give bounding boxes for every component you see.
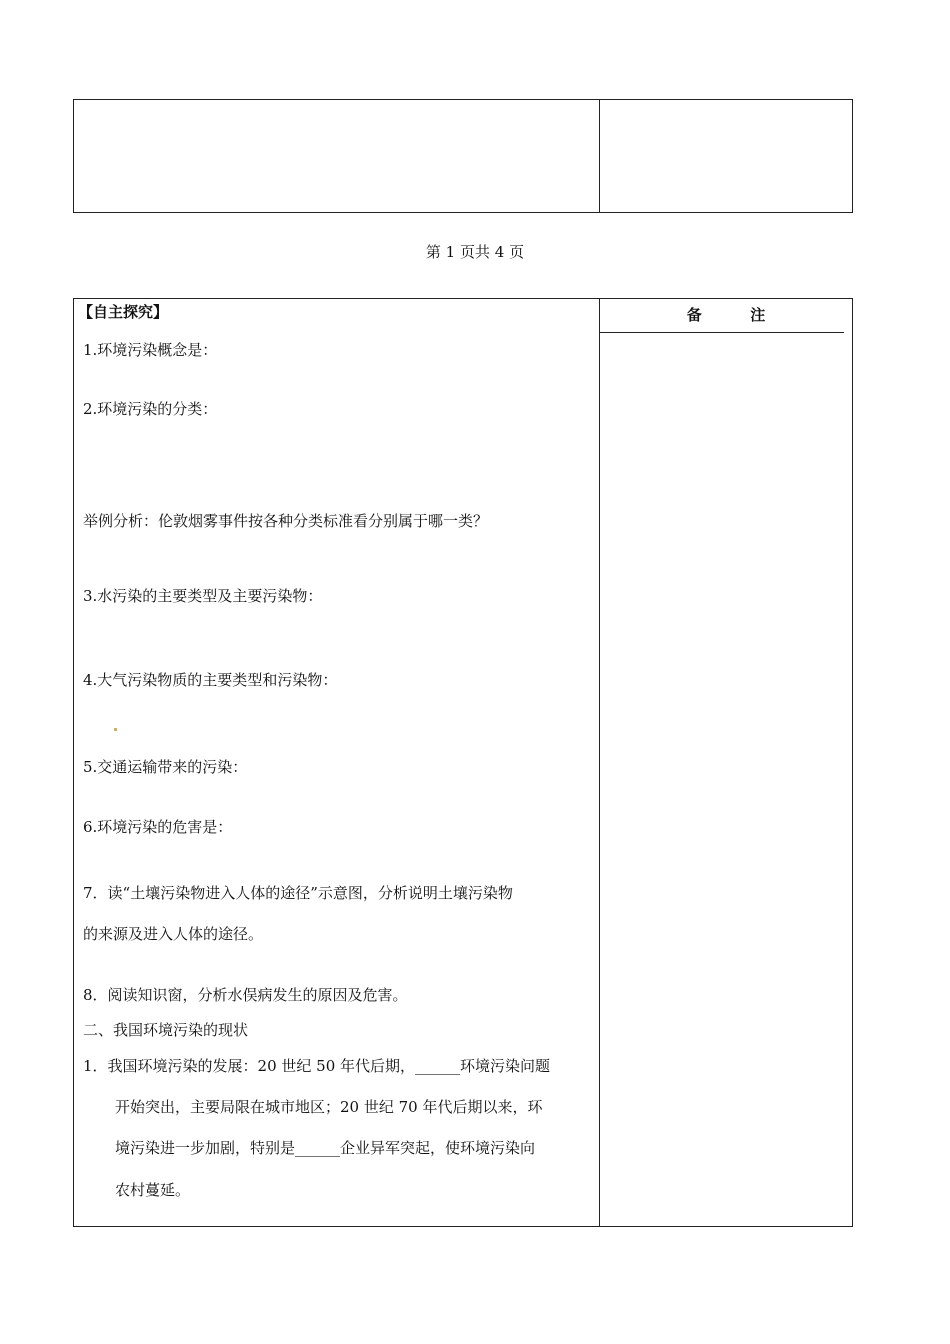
item-2-1-line-4: 农村蔓延。 bbox=[115, 1181, 191, 1199]
remark-header bbox=[600, 304, 852, 325]
item-6: 6.环境污染的危害是： bbox=[83, 818, 233, 836]
item-2-1-line-3: 境污染进一步加剧，特别是______企业异军突起，使环境污染向 bbox=[115, 1139, 536, 1157]
item-4: 4.大气污染物质的主要类型和污染物： bbox=[83, 671, 338, 689]
item-2: 2.环境污染的分类： bbox=[83, 400, 218, 418]
top-table bbox=[73, 99, 853, 213]
section-title: 【自主探究】 bbox=[78, 303, 169, 321]
page-number: 第 1 页共 4 页 bbox=[425, 243, 525, 261]
item-8: 8．阅读知识窗，分析水俣病发生的原因及危害。 bbox=[83, 986, 408, 1004]
item-1: 1.环境污染概念是： bbox=[83, 341, 218, 359]
item-7-line-2: 的来源及进入人体的途径。 bbox=[83, 925, 264, 943]
item-2-1-line-2: 开始突出，主要局限在城市地区；20 世纪 70 年代后期以来，环 bbox=[115, 1098, 543, 1116]
remark-underline bbox=[600, 332, 844, 333]
item-5: 5.交通运输带来的污染： bbox=[83, 758, 248, 776]
remark-char-2: 注 bbox=[750, 306, 766, 324]
main-table-divider bbox=[599, 298, 600, 1227]
item-example: 举例分析：伦敦烟雾事件按各种分类标准看分别属于哪一类？ bbox=[83, 512, 489, 530]
item-7-line-1: 7．读“土壤污染物进入人体的途径”示意图，分析说明土壤污染物 bbox=[83, 884, 513, 902]
section-2-title: 二、我国环境污染的现状 bbox=[83, 1021, 249, 1039]
item-3: 3.水污染的主要类型及主要污染物： bbox=[83, 587, 323, 605]
item-2-1-line-1: 1．我国环境污染的发展：20 世纪 50 年代后期，______环境污染问题 bbox=[83, 1057, 551, 1075]
stray-mark bbox=[114, 728, 117, 731]
remark-char-1: 备 bbox=[686, 306, 702, 324]
top-table-divider bbox=[599, 99, 600, 213]
